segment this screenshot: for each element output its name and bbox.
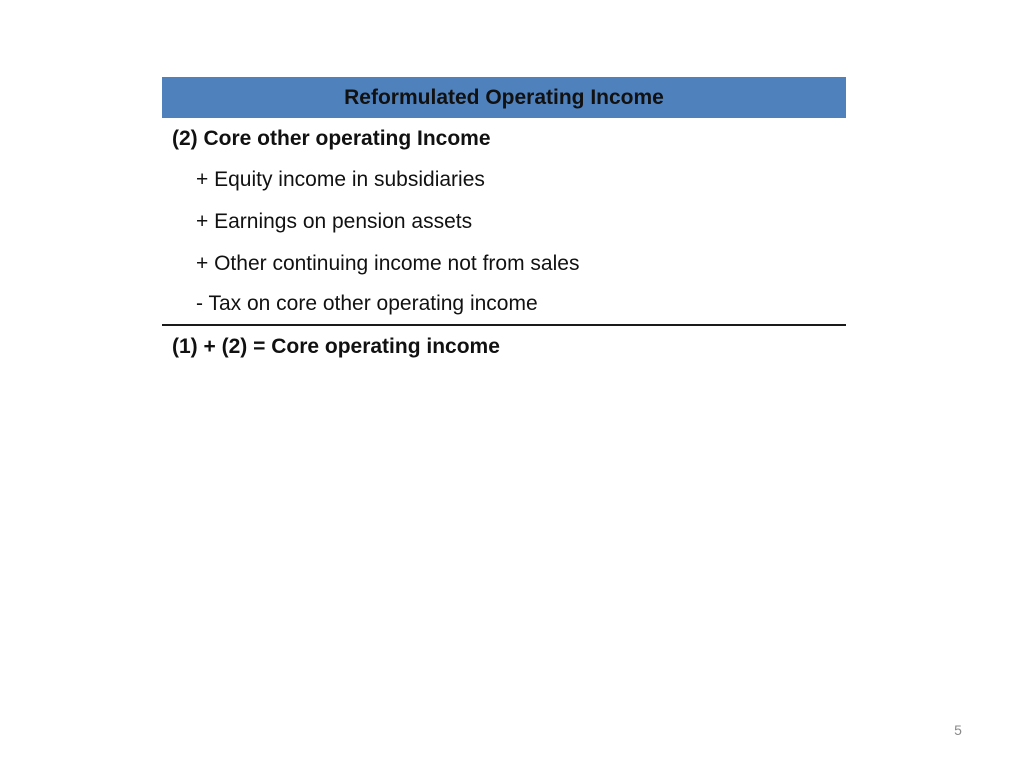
reformulated-income-table: [162, 77, 846, 368]
pension-earnings-row: + Earnings on pension assets: [196, 209, 473, 233]
core-other-operating-income-row: (2) Core other operating Income: [172, 126, 491, 150]
page-number: 5: [954, 722, 962, 738]
table-header: Reformulated Operating Income: [162, 77, 846, 118]
other-income-row: + Other continuing income not from sales: [196, 251, 580, 275]
equity-income-row: + Equity income in subsidiaries: [196, 168, 485, 192]
core-operating-income-total-row: (1) + (2) = Core operating income: [172, 334, 500, 358]
tax-row: - Tax on core other operating income: [162, 284, 846, 326]
